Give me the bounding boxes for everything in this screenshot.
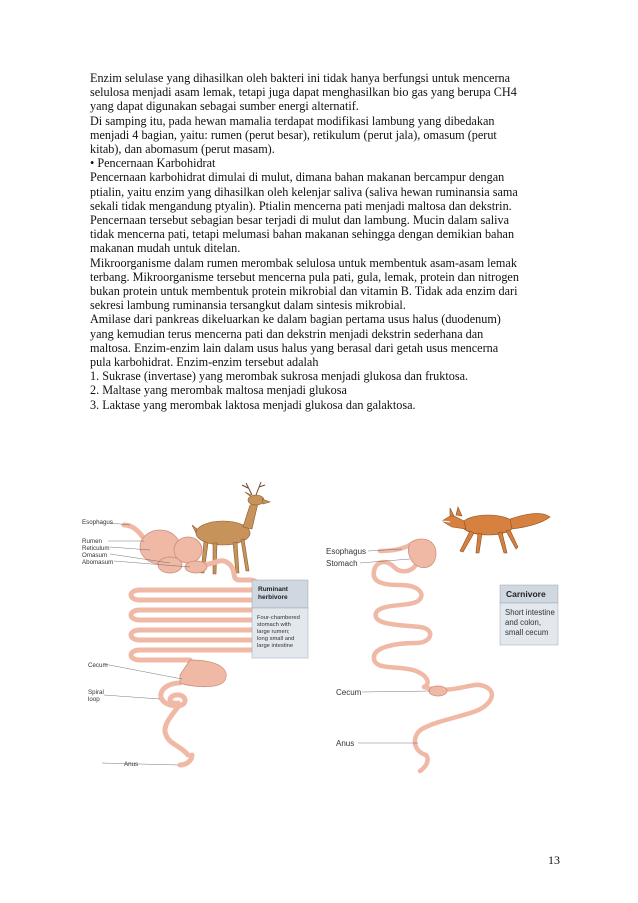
carnivore-info-box: [500, 585, 558, 645]
text-line: sekresi lambung ruminansia tersangkut dalam sintesis mikrobial.: [90, 298, 406, 313]
text-line: Mikroorganisme dalam rumen merombak selulosa untuk membentuk asam-asam lemak: [90, 255, 517, 270]
carnivore-gut: [374, 545, 492, 771]
ruminant-box-line: large intestine: [257, 643, 294, 649]
text-line: selulosa menjadi asam lemak, tetapi juga dapat menghasilkan bio gas yang berupa CH4: [90, 85, 517, 100]
digestive-system-figure: [80, 455, 560, 775]
loop-label: loop: [88, 696, 100, 703]
text-line: terbang. Mikroorganisme tersebut mencerna pula pati, gula, lemak, protein dan nitrogen: [90, 269, 519, 284]
omasum-label: Omasum: [82, 552, 108, 559]
text-line: kitab), dan abomasum (perut masam).: [90, 142, 275, 157]
list-item: 2. Maltase yang merombak maltosa menjadi glukosa: [90, 383, 347, 398]
text-line: Enzim selulase yang dihasilkan oleh bakteri ini tidak hanya berfungsi untuk mencerna: [90, 71, 511, 85]
body-text: [90, 71, 560, 412]
text-line: Amilase dari pankreas dikeluarkan ke dalam bagian pertama usus halus (duodenum): [90, 312, 501, 327]
ruminant-box-line: long small and: [257, 636, 295, 642]
text-line: Pencernaan karbohidrat dimulai di mulut, dimana bahan makanan bercampur dengan: [90, 170, 505, 185]
carnivore-anus-label: Anus: [336, 739, 355, 748]
text-line: makanan mudah untuk ditelan.: [90, 241, 241, 256]
text-line: menjadi 4 bagian, yaitu: rumen (perut besar), retikulum (perut jala), omasum (perut: [90, 127, 497, 142]
ruminant-box-line: large rumen;: [257, 629, 290, 635]
ruminant-box-subtitle: herbivore: [258, 594, 288, 601]
ruminant-info-box: [252, 580, 308, 658]
reticulum-label: Reticulum: [82, 545, 110, 552]
text-line: maltosa. Enzim-enzim lain dalam usus halus yang berasal dari getah usus mencerna: [90, 340, 499, 355]
list-item: 1. Sukrase (invertase) yang merombak sukrosa menjadi glukosa dan fruktosa.: [90, 369, 469, 384]
carnivore-esophagus-label: Esophagus: [326, 547, 367, 556]
text-line: ptialin, yaitu enzim yang dihasilkan oleh kelenjar saliva (saliva hewan ruminansia sama: [90, 184, 518, 199]
text-line: yang kemudian terus mencerna pati dan dekstrin menjadi dekstrin sederhana dan: [90, 326, 484, 341]
text-line: tidak mencerna pati, tetapi melumasi bahan makanan sehingga dengan demikian bahan: [90, 227, 515, 242]
carnivore-box-title: Carnivore: [506, 589, 546, 599]
abomasum-label: Abomasum: [82, 559, 114, 566]
text-line: Di samping itu, pada hewan mamalia terdapat modifikasi lambung yang dibedakan: [90, 113, 495, 128]
ruminant-diagram: [82, 482, 308, 768]
ruminant-esophagus-label: Esophagus: [82, 519, 113, 526]
section-heading: • Pencernaan Karbohidrat: [90, 156, 216, 171]
ruminant-cecum-label: Cecum: [88, 662, 108, 669]
text-line: sekali tidak mengandung ptyalin). Ptialin mencerna pati menjadi maltosa dan dekstrin.: [90, 198, 512, 213]
rumen-label: Rumen: [82, 538, 102, 545]
page-number: 13: [548, 853, 560, 867]
fox-illustration: [442, 507, 550, 553]
text-line: bukan protein untuk membentuk protein mikrobial dan vitamin B. Tidak ada enzim dari: [90, 284, 518, 299]
ruminant-box-line: Four-chambered: [257, 615, 300, 621]
stomach-label: Stomach: [326, 559, 358, 568]
ruminant-box-line: stomach with: [257, 622, 291, 628]
carnivore-box-line: small cecum: [505, 628, 549, 637]
deer-illustration: [192, 482, 270, 574]
list-item: 3. Laktase yang merombak laktosa menjadi glukosa dan galaktosa.: [90, 397, 416, 412]
carnivore-box-line: and colon,: [505, 618, 541, 627]
text-line: yang dapat digunakan sebagai sumber energi alternatif.: [90, 99, 359, 114]
ruminant-anus-label: Anus: [124, 761, 139, 768]
carnivore-box-line: Short intestine: [505, 608, 555, 617]
text-line: Pencernaan tersebut sebagian besar terjadi di mulut dan lambung. Mucin dalam saliva: [90, 213, 509, 228]
ruminant-box-title: Ruminant: [258, 586, 288, 593]
carnivore-diagram: [326, 507, 558, 771]
spiral-label: Spiral: [88, 689, 104, 696]
carnivore-cecum-label: Cecum: [336, 688, 362, 697]
text-line: pula karbohidrat. Enzim-enzim tersebut adalah: [90, 355, 319, 370]
